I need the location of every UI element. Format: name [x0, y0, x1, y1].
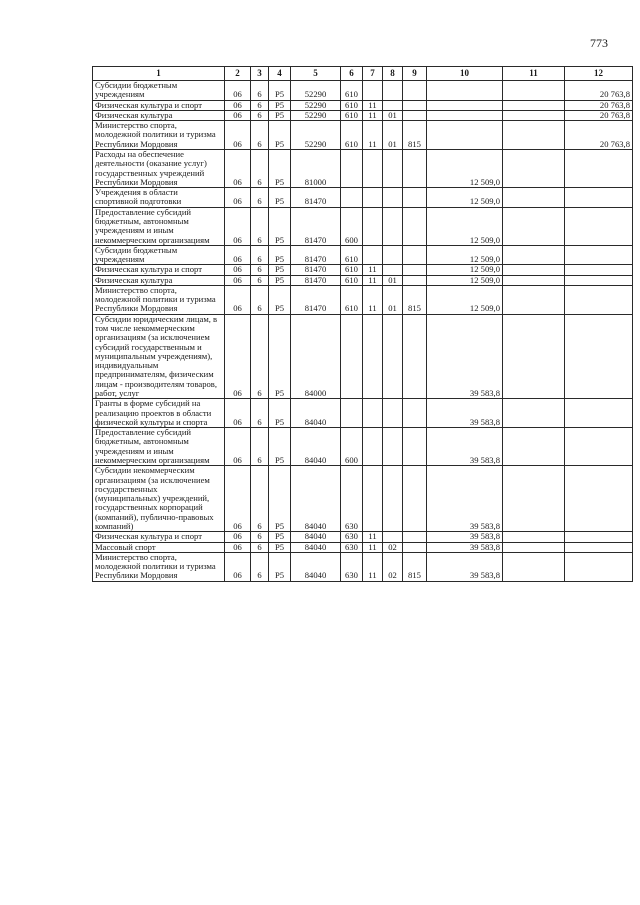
program-code: 6	[251, 275, 269, 285]
table-row	[93, 207, 633, 245]
table-row	[93, 121, 633, 150]
row-name: Гранты в форме субсидий на реализацию проектов в области физической культуры и спорта	[93, 399, 225, 428]
division-code: 11	[363, 552, 383, 581]
subprogram-code: P5	[269, 428, 291, 466]
amount-col-12	[565, 285, 633, 314]
target-article-code: 81470	[291, 275, 341, 285]
subdivision-code	[383, 81, 403, 101]
section-code: 06	[225, 245, 251, 265]
amount-col-12	[565, 399, 633, 428]
expense-type-code: 610	[341, 81, 363, 101]
header-cell: 11	[503, 67, 565, 81]
expense-type-code: 630	[341, 466, 363, 532]
division-code: 11	[363, 542, 383, 552]
subprogram-code: P5	[269, 265, 291, 275]
table-header-row	[93, 67, 633, 81]
row-name: Субсидии некоммерческим организациям (за исключением государственных (муниципальных) учреждений, государственных корпораций (компаний), публично-правовых компаний)	[93, 466, 225, 532]
header-cell: 4	[269, 67, 291, 81]
division-code	[363, 149, 383, 187]
ministry-code	[403, 542, 427, 552]
section-code: 06	[225, 149, 251, 187]
target-article-code: 81000	[291, 149, 341, 187]
subdivision-code	[383, 265, 403, 275]
subdivision-code	[383, 149, 403, 187]
expense-type-code	[341, 314, 363, 399]
target-article-code: 84040	[291, 532, 341, 542]
subdivision-code: 01	[383, 110, 403, 120]
table-row	[93, 542, 633, 552]
expense-type-code	[341, 188, 363, 208]
amount-col-10: 39 583,8	[427, 552, 503, 581]
subdivision-code: 01	[383, 121, 403, 150]
subprogram-code: P5	[269, 552, 291, 581]
section-code: 06	[225, 399, 251, 428]
expense-type-code: 610	[341, 100, 363, 110]
target-article-code: 52290	[291, 121, 341, 150]
amount-col-11	[503, 110, 565, 120]
program-code: 6	[251, 314, 269, 399]
ministry-code	[403, 207, 427, 245]
target-article-code: 84040	[291, 466, 341, 532]
section-code: 06	[225, 314, 251, 399]
subprogram-code: P5	[269, 285, 291, 314]
subprogram-code: P5	[269, 100, 291, 110]
expense-type-code	[341, 399, 363, 428]
header-cell: 6	[341, 67, 363, 81]
amount-col-11	[503, 466, 565, 532]
ministry-code	[403, 110, 427, 120]
program-code: 6	[251, 542, 269, 552]
subdivision-code	[383, 245, 403, 265]
row-name: Министерство спорта, молодежной политики и туризма Республики Мордовия	[93, 285, 225, 314]
expense-type-code: 610	[341, 275, 363, 285]
table-row	[93, 149, 633, 187]
amount-col-10: 12 509,0	[427, 265, 503, 275]
header-cell: 5	[291, 67, 341, 81]
row-name: Физическая культура	[93, 275, 225, 285]
table-row	[93, 285, 633, 314]
subprogram-code: P5	[269, 149, 291, 187]
target-article-code: 81470	[291, 207, 341, 245]
ministry-code	[403, 149, 427, 187]
amount-col-10: 39 583,8	[427, 466, 503, 532]
amount-col-12: 20 763,8	[565, 121, 633, 150]
division-code: 11	[363, 265, 383, 275]
section-code: 06	[225, 542, 251, 552]
section-code: 06	[225, 207, 251, 245]
division-code: 11	[363, 110, 383, 120]
amount-col-11	[503, 188, 565, 208]
amount-col-10: 39 583,8	[427, 542, 503, 552]
row-name: Министерство спорта, молодежной политики и туризма Республики Мордовия	[93, 121, 225, 150]
division-code	[363, 399, 383, 428]
ministry-code	[403, 188, 427, 208]
target-article-code: 84040	[291, 542, 341, 552]
row-name: Расходы на обеспечение деятельности (оказание услуг) государственных учреждений Республики Мордовия	[93, 149, 225, 187]
amount-col-11	[503, 399, 565, 428]
row-name: Предоставление субсидий бюджетным, автономным учреждениям и иным некоммерческим организациям	[93, 428, 225, 466]
table-row	[93, 265, 633, 275]
table-row	[93, 428, 633, 466]
target-article-code: 81470	[291, 285, 341, 314]
amount-col-10: 39 583,8	[427, 399, 503, 428]
program-code: 6	[251, 399, 269, 428]
amount-col-12	[565, 275, 633, 285]
ministry-code	[403, 81, 427, 101]
division-code	[363, 188, 383, 208]
row-name: Предоставление субсидий бюджетным, автономным учреждениям и иным некоммерческим организациям	[93, 207, 225, 245]
subprogram-code: P5	[269, 188, 291, 208]
subprogram-code: P5	[269, 121, 291, 150]
table-row	[93, 314, 633, 399]
section-code: 06	[225, 428, 251, 466]
page-number: 773	[590, 36, 608, 50]
row-name: Субсидии бюджетным учреждениям	[93, 81, 225, 101]
header-cell: 3	[251, 67, 269, 81]
header-cell: 12	[565, 67, 633, 81]
amount-col-12	[565, 532, 633, 542]
table-row	[93, 81, 633, 101]
division-code	[363, 245, 383, 265]
expense-type-code: 630	[341, 532, 363, 542]
amount-col-10	[427, 81, 503, 101]
subprogram-code: P5	[269, 275, 291, 285]
ministry-code	[403, 314, 427, 399]
ministry-code	[403, 245, 427, 265]
division-code: 11	[363, 285, 383, 314]
ministry-code: 815	[403, 285, 427, 314]
ministry-code: 815	[403, 552, 427, 581]
section-code: 06	[225, 81, 251, 101]
program-code: 6	[251, 285, 269, 314]
amount-col-11	[503, 275, 565, 285]
target-article-code: 81470	[291, 265, 341, 275]
section-code: 06	[225, 188, 251, 208]
amount-col-11	[503, 265, 565, 275]
amount-col-10: 12 509,0	[427, 207, 503, 245]
amount-col-11	[503, 100, 565, 110]
row-name: Физическая культура и спорт	[93, 532, 225, 542]
subdivision-code: 01	[383, 285, 403, 314]
ministry-code	[403, 399, 427, 428]
amount-col-12	[565, 245, 633, 265]
target-article-code: 81470	[291, 188, 341, 208]
budget-table	[92, 66, 633, 582]
subprogram-code: P5	[269, 532, 291, 542]
division-code	[363, 314, 383, 399]
subdivision-code: 02	[383, 542, 403, 552]
amount-col-11	[503, 552, 565, 581]
subprogram-code: P5	[269, 466, 291, 532]
expense-type-code: 600	[341, 207, 363, 245]
table-row	[93, 275, 633, 285]
target-article-code: 52290	[291, 81, 341, 101]
section-code: 06	[225, 532, 251, 542]
expense-type-code: 600	[341, 428, 363, 466]
table-row	[93, 466, 633, 532]
amount-col-12	[565, 207, 633, 245]
table-row	[93, 532, 633, 542]
subdivision-code: 02	[383, 552, 403, 581]
row-name: Физическая культура и спорт	[93, 100, 225, 110]
expense-type-code: 610	[341, 285, 363, 314]
amount-col-11	[503, 428, 565, 466]
program-code: 6	[251, 532, 269, 542]
amount-col-11	[503, 207, 565, 245]
program-code: 6	[251, 81, 269, 101]
section-code: 06	[225, 110, 251, 120]
amount-col-12	[565, 466, 633, 532]
subprogram-code: P5	[269, 245, 291, 265]
division-code	[363, 81, 383, 101]
row-name: Физическая культура	[93, 110, 225, 120]
expense-type-code	[341, 149, 363, 187]
expense-type-code: 610	[341, 265, 363, 275]
division-code: 11	[363, 275, 383, 285]
subdivision-code	[383, 188, 403, 208]
ministry-code	[403, 428, 427, 466]
subprogram-code: P5	[269, 542, 291, 552]
expense-type-code: 610	[341, 110, 363, 120]
ministry-code	[403, 532, 427, 542]
expense-type-code: 610	[341, 121, 363, 150]
division-code	[363, 207, 383, 245]
program-code: 6	[251, 149, 269, 187]
amount-col-12	[565, 265, 633, 275]
row-name: Субсидии бюджетным учреждениям	[93, 245, 225, 265]
program-code: 6	[251, 466, 269, 532]
division-code: 11	[363, 121, 383, 150]
row-name: Физическая культура и спорт	[93, 265, 225, 275]
header-cell: 7	[363, 67, 383, 81]
ministry-code	[403, 275, 427, 285]
amount-col-10: 12 509,0	[427, 275, 503, 285]
expense-type-code: 630	[341, 552, 363, 581]
table-row	[93, 552, 633, 581]
section-code: 06	[225, 275, 251, 285]
ministry-code: 815	[403, 121, 427, 150]
header-cell: 2	[225, 67, 251, 81]
subprogram-code: P5	[269, 314, 291, 399]
program-code: 6	[251, 110, 269, 120]
subdivision-code	[383, 399, 403, 428]
amount-col-12	[565, 552, 633, 581]
program-code: 6	[251, 207, 269, 245]
amount-col-10	[427, 100, 503, 110]
amount-col-10: 12 509,0	[427, 245, 503, 265]
amount-col-10	[427, 110, 503, 120]
target-article-code: 52290	[291, 100, 341, 110]
amount-col-12: 20 763,8	[565, 110, 633, 120]
amount-col-11	[503, 314, 565, 399]
subdivision-code	[383, 428, 403, 466]
program-code: 6	[251, 188, 269, 208]
subprogram-code: P5	[269, 81, 291, 101]
section-code: 06	[225, 100, 251, 110]
amount-col-10: 39 583,8	[427, 314, 503, 399]
section-code: 06	[225, 466, 251, 532]
amount-col-11	[503, 542, 565, 552]
amount-col-11	[503, 81, 565, 101]
amount-col-12	[565, 149, 633, 187]
division-code	[363, 428, 383, 466]
division-code: 11	[363, 100, 383, 110]
target-article-code: 84040	[291, 552, 341, 581]
section-code: 06	[225, 121, 251, 150]
table-row	[93, 110, 633, 120]
amount-col-12	[565, 542, 633, 552]
division-code: 11	[363, 532, 383, 542]
subprogram-code: P5	[269, 110, 291, 120]
program-code: 6	[251, 428, 269, 466]
amount-col-11	[503, 245, 565, 265]
section-code: 06	[225, 552, 251, 581]
amount-col-10: 12 509,0	[427, 285, 503, 314]
amount-col-10: 12 509,0	[427, 188, 503, 208]
table-row	[93, 100, 633, 110]
subdivision-code	[383, 532, 403, 542]
amount-col-11	[503, 532, 565, 542]
program-code: 6	[251, 245, 269, 265]
table-row	[93, 188, 633, 208]
amount-col-11	[503, 149, 565, 187]
program-code: 6	[251, 100, 269, 110]
row-name: Субсидии юридическим лицам, в том числе некоммерческим организациям (за исключением субсидий государственным и муниципальным учреждениям), индивидуальным предпринимателям, физическим лицам - производителям товаров, работ, услуг	[93, 314, 225, 399]
subprogram-code: P5	[269, 207, 291, 245]
amount-col-12	[565, 188, 633, 208]
ministry-code	[403, 100, 427, 110]
subdivision-code	[383, 466, 403, 532]
target-article-code: 81470	[291, 245, 341, 265]
row-name: Массовый спорт	[93, 542, 225, 552]
target-article-code: 52290	[291, 110, 341, 120]
program-code: 6	[251, 265, 269, 275]
row-name: Министерство спорта, молодежной политики и туризма Республики Мордовия	[93, 552, 225, 581]
program-code: 6	[251, 552, 269, 581]
amount-col-12: 20 763,8	[565, 81, 633, 101]
expense-type-code: 610	[341, 245, 363, 265]
division-code	[363, 466, 383, 532]
header-cell: 10	[427, 67, 503, 81]
amount-col-10: 39 583,8	[427, 532, 503, 542]
subprogram-code: P5	[269, 399, 291, 428]
table-row	[93, 399, 633, 428]
amount-col-10: 12 509,0	[427, 149, 503, 187]
amount-col-10: 39 583,8	[427, 428, 503, 466]
ministry-code	[403, 466, 427, 532]
amount-col-10	[427, 121, 503, 150]
ministry-code	[403, 265, 427, 275]
header-cell: 9	[403, 67, 427, 81]
header-cell: 8	[383, 67, 403, 81]
program-code: 6	[251, 121, 269, 150]
subdivision-code	[383, 207, 403, 245]
expense-type-code: 630	[341, 542, 363, 552]
subdivision-code: 01	[383, 275, 403, 285]
subdivision-code	[383, 314, 403, 399]
row-name: Учреждения в области спортивной подготовки	[93, 188, 225, 208]
amount-col-12	[565, 314, 633, 399]
target-article-code: 84000	[291, 314, 341, 399]
amount-col-12: 20 763,8	[565, 100, 633, 110]
amount-col-11	[503, 285, 565, 314]
target-article-code: 84040	[291, 428, 341, 466]
amount-col-12	[565, 428, 633, 466]
subdivision-code	[383, 100, 403, 110]
section-code: 06	[225, 285, 251, 314]
table-row	[93, 245, 633, 265]
section-code: 06	[225, 265, 251, 275]
header-cell: 1	[93, 67, 225, 81]
amount-col-11	[503, 121, 565, 150]
target-article-code: 84040	[291, 399, 341, 428]
